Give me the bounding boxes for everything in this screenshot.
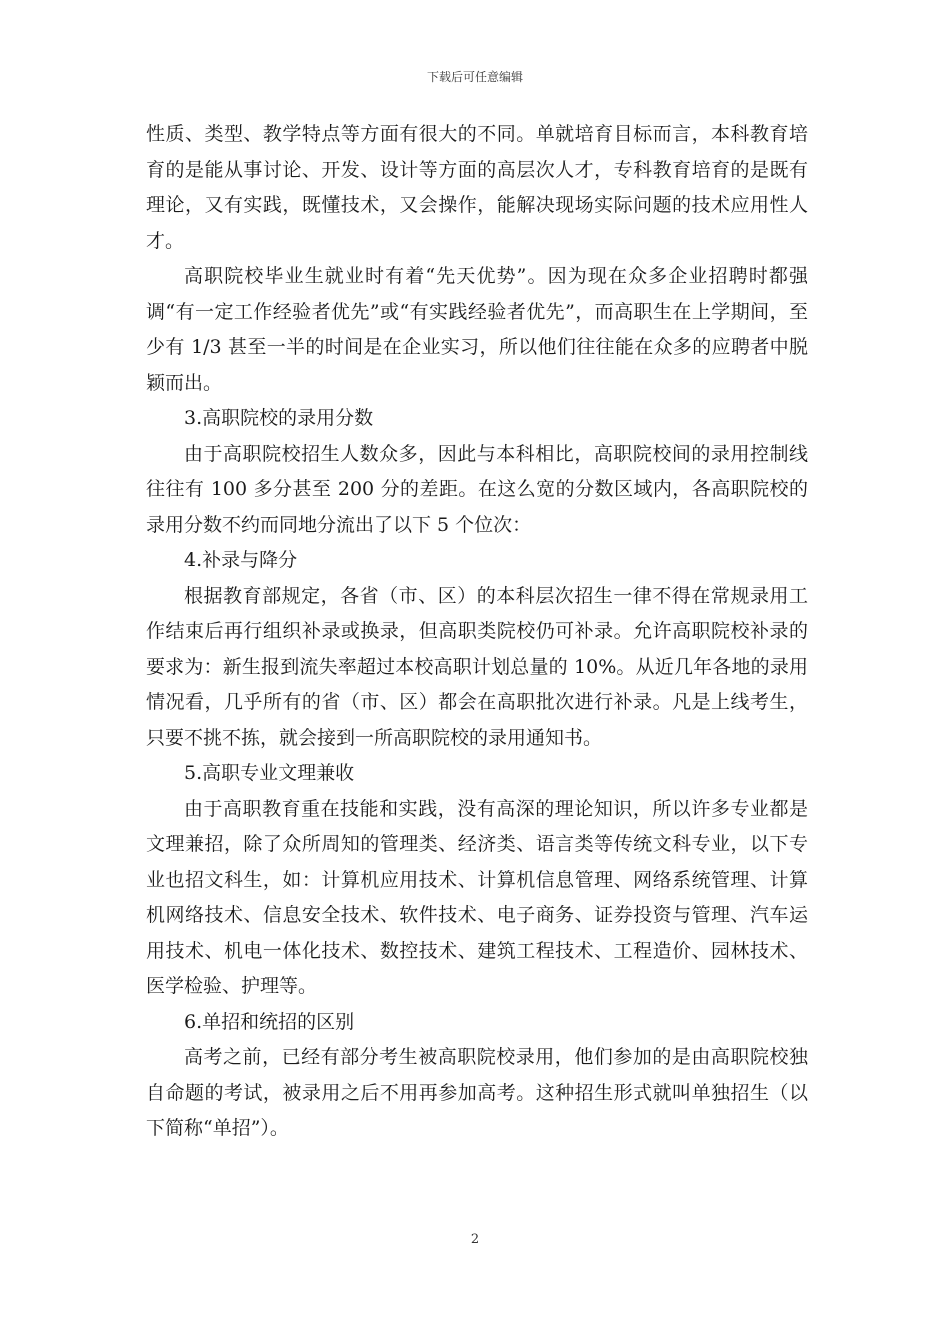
- paragraph-single-vs-unified: 高考之前，已经有部分考生被高职院校录用，他们参加的是由高职院校独自命题的考试，被录用之后不用再参加高考。这种招生形式就叫单独招生（以下简称“单招”）。: [146, 1046, 808, 1139]
- section-heading-arts-science: 5.高职专业文理兼收: [184, 762, 355, 784]
- section-heading-single-vs-unified: 6.单招和统招的区别: [184, 1010, 355, 1033]
- paragraph-continuation: 性质、类型、教学特点等方面有很大的不同。单就培育目标而言，本科教育培育的是能从事讨论、开发、设计等方面的高层次人才，专科教育培育的是既有理论，又有实践，既懂技术，又会操作，能解决现场实际问题的技术应用性人才。: [146, 123, 808, 252]
- page-number: 2: [470, 1232, 480, 1247]
- paragraph-graduate-advantage: 高职院校毕业生就业时有着“先天优势”。因为现在众多企业招聘时都强调“有一定工作经验者优先”或“有实践经验者优先”，而高职生在上学期间，至少有 1/3 甚至一半的时间是在企业实习，所以他们往往能在众多的应聘者中脱颖而出。: [146, 265, 808, 394]
- paragraph-arts-science: 由于高职教育重在技能和实践，没有高深的理论知识，所以许多专业都是文理兼招，除了众所周知的管理类、经济类、语言类等传统文科专业，以下专业也招文科生，如：计算机应用技术、计算机信息管理、网络系统管理、计算机网络技术、信息安全技术、软件技术、电子商务、证券投资与管理、汽车运用技术、机电一体化技术、数控技术、建筑工程技术、工程造价、园林技术、医学检验、护理等。: [146, 797, 808, 997]
- page-header: 下载后可任意编辑: [426, 70, 523, 84]
- document-body: [146, 117, 808, 1147]
- section-heading-admission-scores: 3.高职院校的录用分数: [184, 407, 374, 429]
- section-heading-supplementary-admission: 4.补录与降分: [184, 549, 298, 571]
- paragraph-admission-scores: 由于高职院校招生人数众多，因此与本科相比，高职院校间的录用控制线往往有 100 多分甚至 200 分的差距。在这么宽的分数区域内，各高职院校的录用分数不约而同地分流出了以下 5 个位次：: [146, 442, 808, 536]
- paragraph-supplementary-admission: 根据教育部规定，各省（市、区）的本科层次招生一律不得在常规录用工作结束后再行组织补录或换录，但高职类院校仍可补录。允许高职院校补录的要求为：新生报到流失率超过本校高职计划总量的 10%。从近几年各地的录用情况看，几乎所有的省（市、区）都会在高职批次进行补录。凡是上线考生，只要不挑不拣，就会接到一所高职院校的录用通知书。: [146, 584, 808, 749]
